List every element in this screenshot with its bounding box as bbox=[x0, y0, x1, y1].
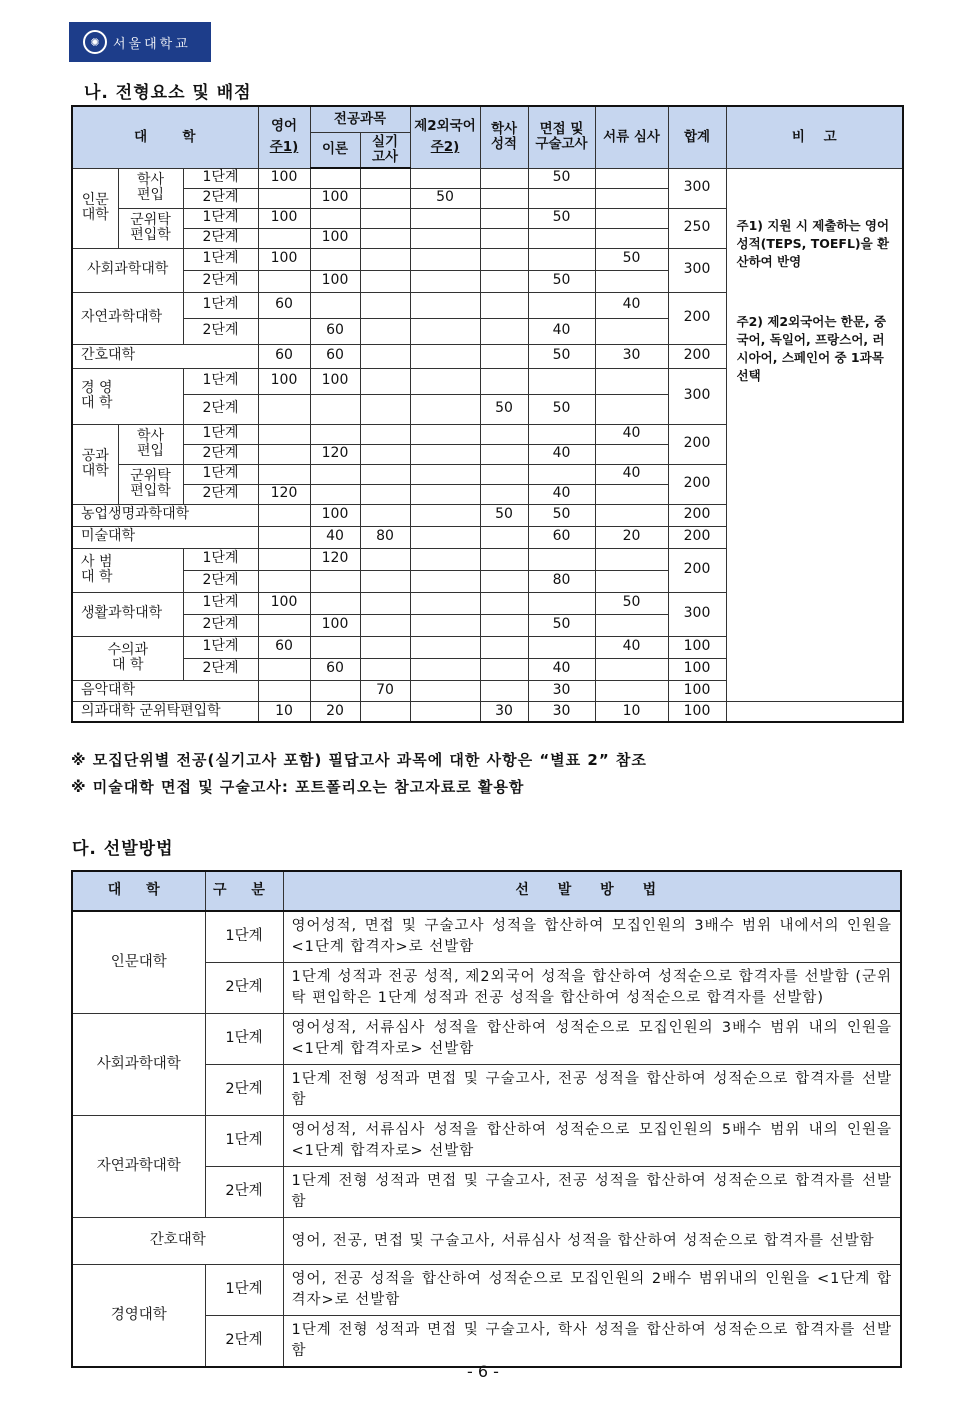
section-title-scoring: 나. 전형요소 및 배점 bbox=[84, 83, 252, 103]
table-row: 의과대학 군위탁편입학 10 20 30 30 10 100 bbox=[72, 701, 903, 722]
header-univ: 대 학 bbox=[72, 871, 205, 911]
header-interview: 면접 및 구술고사 bbox=[528, 106, 595, 168]
table-row: 자연과학대학 1단계 영어성적, 서류심사 성적을 합산하여 성적순으로 모집인원의 5배수 범위 내의 인원을 <1단계 합격자로> 선발함 bbox=[72, 1116, 901, 1167]
table-row: 사 범 대 학 1단계 120 200 bbox=[72, 548, 903, 570]
table-row: 경영대학 1단계 영어, 전공 성적을 합산하여 성적순으로 모집인원의 2배수 범위내의 인원을 <1단계 합격자>로 선발함 bbox=[72, 1265, 901, 1316]
table-row: 2단계 50 50 bbox=[72, 394, 903, 424]
selection-method-table bbox=[71, 870, 902, 1368]
table-row: 생활과학대학 1단계 100 50 300 bbox=[72, 592, 903, 614]
table-row: 인문대학 1단계 영어성적, 면접 및 구술고사 성적을 합산하여 모집인원의 3배수 범위 내에서의 인원을 <1단계 합격자>로 선발함 bbox=[72, 911, 901, 963]
header-grades: 학사성적 bbox=[480, 106, 528, 168]
table-row: 자연과학대학 1단계 60 40 200 bbox=[72, 292, 903, 318]
table-row: 2단계 60 40 bbox=[72, 318, 903, 344]
table-row: 2단계 100 bbox=[72, 228, 903, 248]
table-row: 2단계 80 bbox=[72, 570, 903, 592]
table-row: 음악대학 70 30 100 bbox=[72, 680, 903, 701]
table-row: 농업생명과학대학 100 50 50 200 bbox=[72, 504, 903, 526]
table-row: 미술대학 40 80 60 20 200 bbox=[72, 526, 903, 548]
university-seal-icon: ✺ bbox=[83, 30, 107, 54]
table-row: 2단계 1단계 전형 성적과 면접 및 구술고사, 학사 성적을 합산하여 성적순으로 합격자를 선발함 bbox=[72, 1316, 901, 1368]
scoring-table bbox=[71, 105, 904, 723]
table-row: 공과대학 학사편입 1단계 40 200 bbox=[72, 424, 903, 444]
header-english: 영어 주1) bbox=[258, 106, 310, 168]
table-row: 군위탁편입학 1단계 40 200 bbox=[72, 464, 903, 484]
table-row: 사회과학대학 1단계 100 50 300 bbox=[72, 248, 903, 270]
header-division: 구 분 bbox=[205, 871, 283, 911]
header-major: 전공과목 bbox=[310, 106, 410, 132]
table-row: 2단계 100 50 bbox=[72, 614, 903, 636]
table-row: 2단계 100 50 bbox=[72, 270, 903, 292]
table-row: 2단계 1단계 전형 성적과 면접 및 구술고사, 전공 성적을 합산하여 성적순으로 합격자를 선발함 bbox=[72, 1167, 901, 1218]
table-row: 2단계 120 40 bbox=[72, 444, 903, 464]
header-second-language: 제2외국어 주2) bbox=[410, 106, 480, 168]
page-number: - 6 - bbox=[467, 1362, 499, 1381]
table-row: 인문대학 학사편입 1단계 100 50 300 주1) 지원 시 제출하는 영어성적(TEPS, TOEFL)을 환산하여 반영 주2) 제2외국어는 한문, 중국어, 독일어, 프랑스어, 러시아어, 스페인어 중 1과목 선택 bbox=[72, 168, 903, 188]
table-row: 2단계 1단계 전형 성적과 면접 및 구술고사, 전공 성적을 합산하여 성적순으로 합격자를 선발함 bbox=[72, 1065, 901, 1116]
remark-line: ※ 모집단위별 전공(실기고사 포함) 필답고사 과목에 대한 사항은 “별표 2” 참조 bbox=[71, 751, 647, 769]
remark-notes: 주1) 지원 시 제출하는 영어성적(TEPS, TOEFL)을 환산하여 반영 주2) 제2외국어는 한문, 중국어, 독일어, 프랑스어, 러시아어, 스페인어 중 1과목 선택 bbox=[726, 168, 903, 701]
table-row: 경 영 대 학 1단계 100 100 300 bbox=[72, 368, 903, 394]
table-row: 2단계 60 40 100 bbox=[72, 658, 903, 680]
table-row: 2단계 120 40 bbox=[72, 484, 903, 504]
header-document: 서류 심사 bbox=[595, 106, 668, 168]
table-row: 사회과학대학 1단계 영어성적, 서류심사 성적을 합산하여 성적순으로 모집인원의 3배수 범위 내의 인원을 <1단계 합격자로> 선발함 bbox=[72, 1014, 901, 1065]
remark-line: ※ 미술대학 면접 및 구술고사: 포트폴리오는 참고자료로 활용함 bbox=[71, 778, 525, 796]
section-title-selection: 다. 선발방법 bbox=[72, 839, 174, 859]
header-method: 선 발 방 법 bbox=[283, 871, 901, 911]
header-practical: 실기고사 bbox=[360, 132, 410, 168]
university-logo bbox=[69, 22, 211, 62]
table-row: 2단계 100 50 bbox=[72, 188, 903, 208]
logo-text: 서울대학교 bbox=[113, 36, 191, 52]
header-univ: 대 학 bbox=[72, 106, 258, 168]
table-row: 군위탁편입학 1단계 100 50 250 bbox=[72, 208, 903, 228]
header-total: 합계 bbox=[668, 106, 726, 168]
table-row: 간호대학 60 60 50 30 200 bbox=[72, 344, 903, 368]
table-row: 간호대학 영어, 전공, 면접 및 구술고사, 서류심사 성적을 합산하여 성적순으로 합격자를 선발함 bbox=[72, 1218, 901, 1265]
college-cell: 인문대학 bbox=[72, 168, 118, 248]
table-row: 수의과 대 학 1단계 60 40 100 bbox=[72, 636, 903, 658]
header-theory: 이론 bbox=[310, 132, 360, 168]
header-remark: 비 고 bbox=[726, 106, 903, 168]
table-row: 2단계 1단계 성적과 전공 성적, 제2외국어 성적을 합산하여 성적순으로 합격자를 선발함 (군위탁 편입학은 1단계 성적과 전공 성적을 합산하여 성적순으로 합격자를 선발함) bbox=[72, 963, 901, 1014]
